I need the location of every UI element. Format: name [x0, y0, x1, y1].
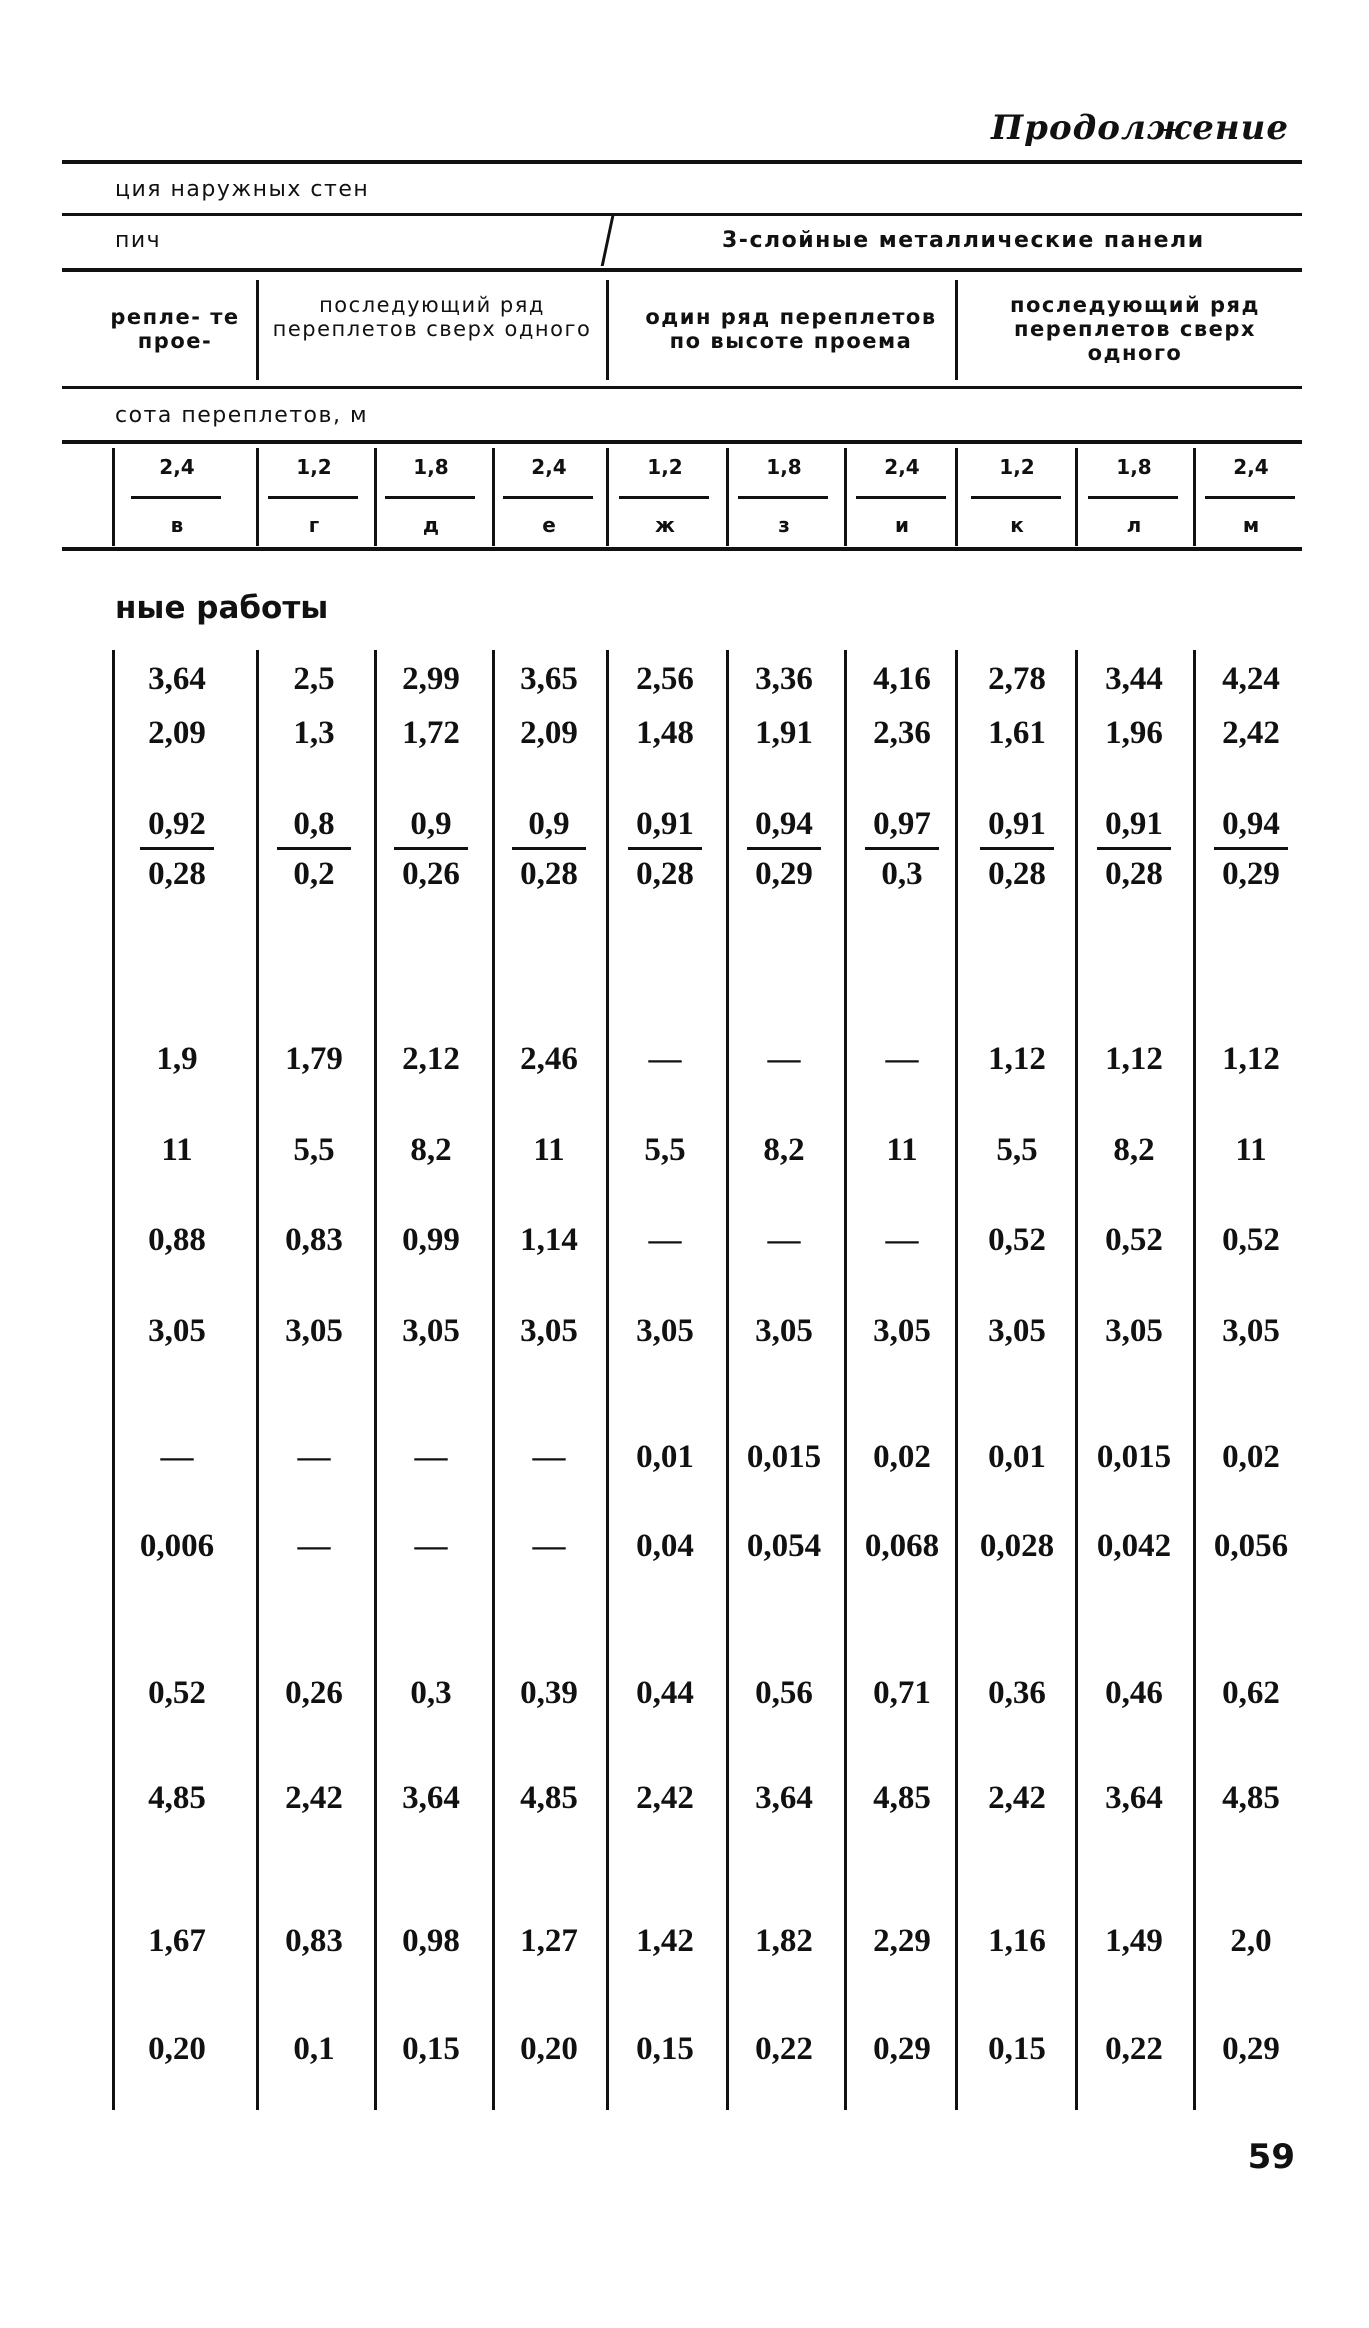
fraction-top: 0,97 [873, 806, 931, 842]
table-cell: 1,12 [1222, 1041, 1280, 1077]
header-row1-text: ция наружных стен [115, 177, 370, 202]
fraction-top: 0,91 [988, 806, 1046, 842]
table-cell: 3,05 [148, 1313, 206, 1349]
table-cell: 0,56 [755, 1675, 813, 1711]
size-underline [1205, 496, 1295, 499]
letter-cell: д [422, 513, 440, 537]
page-number: 59 [1247, 2137, 1295, 2177]
table-cell: 5,5 [644, 1132, 686, 1168]
table-cell: 11 [533, 1132, 565, 1168]
table-cell: 0,015 [1096, 1439, 1172, 1475]
group-1: репле- те прое- [110, 305, 240, 353]
fraction-bottom: 0,29 [1222, 856, 1280, 892]
size-divider [374, 448, 377, 546]
table-cell: 1,42 [636, 1923, 694, 1959]
fraction-line [512, 847, 586, 850]
size-cell: 1,2 [999, 455, 1035, 479]
table-cell: 0,88 [148, 1222, 206, 1258]
table-cell: 2,12 [402, 1041, 460, 1077]
size-underline [856, 496, 946, 499]
fraction-top: 0,8 [293, 806, 335, 842]
size-divider [726, 448, 729, 546]
fraction-cell [610, 806, 720, 893]
table-cell: — [297, 1439, 331, 1475]
table-cell: 0,44 [636, 1675, 694, 1711]
table-cell: 3,65 [520, 661, 578, 697]
table-cell: — [414, 1528, 448, 1564]
table-cell: 1,27 [520, 1923, 578, 1959]
fraction-bottom: 0,28 [148, 856, 206, 892]
table-cell: 4,85 [873, 1780, 931, 1816]
fraction-top: 0,9 [410, 806, 452, 842]
table-cell: 8,2 [410, 1132, 452, 1168]
table-cell: 2,42 [1222, 715, 1280, 751]
size-cell: 1,8 [1116, 455, 1152, 479]
table-cell: 0,15 [988, 2031, 1046, 2067]
table-cell: 4,16 [873, 661, 931, 697]
section-title: ные работы [115, 590, 329, 626]
table-cell: 1,67 [148, 1923, 206, 1959]
fraction-cell [729, 806, 839, 893]
table-cell: 1,14 [520, 1222, 578, 1258]
table-cell: 0,068 [864, 1528, 940, 1564]
table-cell: 0,62 [1222, 1675, 1280, 1711]
table-cell: 0,006 [139, 1528, 215, 1564]
table-cell: 3,05 [285, 1313, 343, 1349]
fraction-cell [1196, 806, 1306, 893]
letter-cell: в [170, 513, 184, 537]
table-cell: — [532, 1439, 566, 1475]
table-cell: 3,05 [402, 1313, 460, 1349]
table-cell: 0,15 [402, 2031, 460, 2067]
fraction-line [140, 847, 214, 850]
table-cell: 1,16 [988, 1923, 1046, 1959]
header-rule-2 [62, 213, 1302, 216]
table-cell: 8,2 [1113, 1132, 1155, 1168]
table-cell: 0,83 [285, 1222, 343, 1258]
table-cell: 3,05 [873, 1313, 931, 1349]
size-underline [268, 496, 358, 499]
size-divider [112, 448, 115, 546]
fraction-top: 0,94 [755, 806, 813, 842]
table-cell: — [767, 1222, 801, 1258]
table-cell: 0,39 [520, 1675, 578, 1711]
table-cell: 1,82 [755, 1923, 813, 1959]
table-cell: 0,3 [410, 1675, 452, 1711]
table-cell: 1,79 [285, 1041, 343, 1077]
table-cell: 0,29 [873, 2031, 931, 2067]
table-cell: — [532, 1528, 566, 1564]
table-cell: 0,46 [1105, 1675, 1163, 1711]
header-rule-top [62, 160, 1302, 164]
group-divider-1 [256, 280, 259, 380]
table-cell: 0,02 [873, 1439, 931, 1475]
table-cell: 1,72 [402, 715, 460, 751]
size-underline [738, 496, 828, 499]
table-cell: 2,56 [636, 661, 694, 697]
header-rule-bottom [62, 547, 1302, 551]
table-cell: 2,0 [1230, 1923, 1272, 1959]
fraction-bottom: 0,2 [293, 856, 335, 892]
header-row2-left: пич [115, 228, 162, 253]
fraction-top: 0,94 [1222, 806, 1280, 842]
table-cell: — [160, 1439, 194, 1475]
table-cell: 2,42 [285, 1780, 343, 1816]
table-cell: 0,36 [988, 1675, 1046, 1711]
size-cell: 2,4 [884, 455, 920, 479]
fraction-line [747, 847, 821, 850]
table-cell: 3,64 [402, 1780, 460, 1816]
fraction-line [628, 847, 702, 850]
fraction-bottom: 0,3 [881, 856, 923, 892]
table-cell: 3,05 [636, 1313, 694, 1349]
group-divider-3 [955, 280, 958, 380]
fraction-line [1214, 847, 1288, 850]
table-cell: 0,22 [1105, 2031, 1163, 2067]
table-cell: 5,5 [996, 1132, 1038, 1168]
table-cell: 3,05 [1105, 1313, 1163, 1349]
column-divider [112, 650, 115, 2110]
table-cell: 0,056 [1213, 1528, 1289, 1564]
table-cell: 3,36 [755, 661, 813, 697]
table-cell: 0,26 [285, 1675, 343, 1711]
size-divider [1193, 448, 1196, 546]
fraction-cell [122, 806, 232, 893]
table-cell: 11 [1235, 1132, 1267, 1168]
size-underline [1088, 496, 1178, 499]
table-cell: 4,24 [1222, 661, 1280, 697]
table-cell: 0,20 [520, 2031, 578, 2067]
table-cell: 2,29 [873, 1923, 931, 1959]
letter-cell: е [542, 513, 556, 537]
table-cell: 0,02 [1222, 1439, 1280, 1475]
table-cell: 0,52 [148, 1675, 206, 1711]
letter-cell: з [778, 513, 790, 537]
column-divider [606, 650, 609, 2110]
fraction-bottom: 0,28 [1105, 856, 1163, 892]
size-divider [492, 448, 495, 546]
size-underline [503, 496, 593, 499]
table-cell: 2,09 [520, 715, 578, 751]
table-cell: 2,5 [293, 661, 335, 697]
table-cell: 3,05 [988, 1313, 1046, 1349]
table-cell: 0,52 [1222, 1222, 1280, 1258]
table-cell: — [414, 1439, 448, 1475]
letter-cell: к [1010, 513, 1024, 537]
table-cell: 3,05 [520, 1313, 578, 1349]
table-cell: 1,91 [755, 715, 813, 751]
fraction-top: 0,92 [148, 806, 206, 842]
table-cell: 3,05 [1222, 1313, 1280, 1349]
fraction-line [980, 847, 1054, 850]
table-cell: 2,78 [988, 661, 1046, 697]
letter-cell: г [308, 513, 320, 537]
letter-cell: м [1242, 513, 1260, 537]
table-cell: 0,52 [1105, 1222, 1163, 1258]
table-cell: 3,64 [755, 1780, 813, 1816]
letter-cell: л [1126, 513, 1142, 537]
table-cell: 5,5 [293, 1132, 335, 1168]
table-cell: 0,83 [285, 1923, 343, 1959]
table-cell: 2,36 [873, 715, 931, 751]
size-cell: 1,2 [296, 455, 332, 479]
fraction-cell [962, 806, 1072, 893]
table-cell: 2,46 [520, 1041, 578, 1077]
table-cell: 0,1 [293, 2031, 335, 2067]
fraction-cell [494, 806, 604, 893]
size-underline [971, 496, 1061, 499]
table-cell: 4,85 [520, 1780, 578, 1816]
table-cell: — [885, 1041, 919, 1077]
size-divider [1075, 448, 1078, 546]
size-cell: 2,4 [1233, 455, 1269, 479]
table-cell: 1,96 [1105, 715, 1163, 751]
table-cell: 1,12 [988, 1041, 1046, 1077]
fraction-cell [847, 806, 957, 893]
group-3: один ряд переплетов по высоте проема [645, 305, 937, 353]
header-rule-4 [62, 386, 1302, 389]
table-cell: 11 [161, 1132, 193, 1168]
header-row2-divider [601, 216, 615, 266]
size-cell: 2,4 [531, 455, 567, 479]
table-cell: 0,15 [636, 2031, 694, 2067]
group-4: последующий ряд переплетов сверх одного [1009, 293, 1260, 365]
fraction-line [277, 847, 351, 850]
table-cell: 0,028 [979, 1528, 1055, 1564]
header-rule-3 [62, 268, 1302, 272]
letter-cell: и [894, 513, 909, 537]
table-cell: 1,12 [1105, 1041, 1163, 1077]
table-cell: 4,85 [1222, 1780, 1280, 1816]
table-cell: 1,61 [988, 715, 1046, 751]
fraction-cell [1079, 806, 1189, 893]
fraction-bottom: 0,28 [636, 856, 694, 892]
fraction-top: 0,9 [528, 806, 570, 842]
fraction-line [394, 847, 468, 850]
table-cell: 2,99 [402, 661, 460, 697]
table-cell: 0,99 [402, 1222, 460, 1258]
table-cell: 3,05 [755, 1313, 813, 1349]
table-cell: 2,42 [988, 1780, 1046, 1816]
table-cell: 0,20 [148, 2031, 206, 2067]
fraction-bottom: 0,26 [402, 856, 460, 892]
fraction-cell [376, 806, 486, 893]
fraction-line [865, 847, 939, 850]
table-cell: — [648, 1041, 682, 1077]
table-cell: — [885, 1222, 919, 1258]
fraction-top: 0,91 [636, 806, 694, 842]
size-divider [606, 448, 609, 546]
table-cell: 0,29 [1222, 2031, 1280, 2067]
letter-cell: ж [655, 513, 675, 537]
table-cell: 11 [886, 1132, 918, 1168]
table-cell: 1,48 [636, 715, 694, 751]
table-cell: — [767, 1041, 801, 1077]
table-cell: 0,054 [746, 1528, 822, 1564]
size-cell: 1,8 [413, 455, 449, 479]
table-cell: 1,49 [1105, 1923, 1163, 1959]
size-cell: 1,2 [647, 455, 683, 479]
table-cell: 3,44 [1105, 661, 1163, 697]
table-cell: 0,71 [873, 1675, 931, 1711]
table-cell: 2,42 [636, 1780, 694, 1816]
table-cell: 1,9 [156, 1041, 198, 1077]
table-cell: 3,64 [148, 661, 206, 697]
table-cell: 0,01 [636, 1439, 694, 1475]
group-2: последующий ряд переплетов сверх одного [272, 293, 592, 341]
column-divider [1075, 650, 1078, 2110]
size-cell: 1,8 [766, 455, 802, 479]
fraction-bottom: 0,29 [755, 856, 813, 892]
group-divider-2 [606, 280, 609, 380]
size-divider [256, 448, 259, 546]
size-divider [955, 448, 958, 546]
fraction-bottom: 0,28 [520, 856, 578, 892]
size-underline [131, 496, 221, 499]
fraction-cell [259, 806, 369, 893]
size-underline [619, 496, 709, 499]
table-cell: 0,52 [988, 1222, 1046, 1258]
table-cell: — [648, 1222, 682, 1258]
fraction-top: 0,91 [1105, 806, 1163, 842]
table-cell: 0,98 [402, 1923, 460, 1959]
table-cell: 0,04 [636, 1528, 694, 1564]
header-row2-right: 3-слойные металлические панели [722, 228, 1205, 253]
table-cell: 0,22 [755, 2031, 813, 2067]
table-cell: 0,015 [746, 1439, 822, 1475]
table-cell: — [297, 1528, 331, 1564]
table-cell: 8,2 [763, 1132, 805, 1168]
table-cell: 3,64 [1105, 1780, 1163, 1816]
table-cell: 2,09 [148, 715, 206, 751]
size-divider [844, 448, 847, 546]
table-cell: 0,042 [1096, 1528, 1172, 1564]
size-cell: 2,4 [159, 455, 195, 479]
size-underline [385, 496, 475, 499]
table-cell: 4,85 [148, 1780, 206, 1816]
continuation-label: Продолжение [991, 108, 1289, 148]
table-cell: 0,01 [988, 1439, 1046, 1475]
header-rule-5 [62, 440, 1302, 444]
height-label: сота переплетов, м [115, 403, 369, 428]
fraction-bottom: 0,28 [988, 856, 1046, 892]
table-cell: 1,3 [293, 715, 335, 751]
fraction-line [1097, 847, 1171, 850]
